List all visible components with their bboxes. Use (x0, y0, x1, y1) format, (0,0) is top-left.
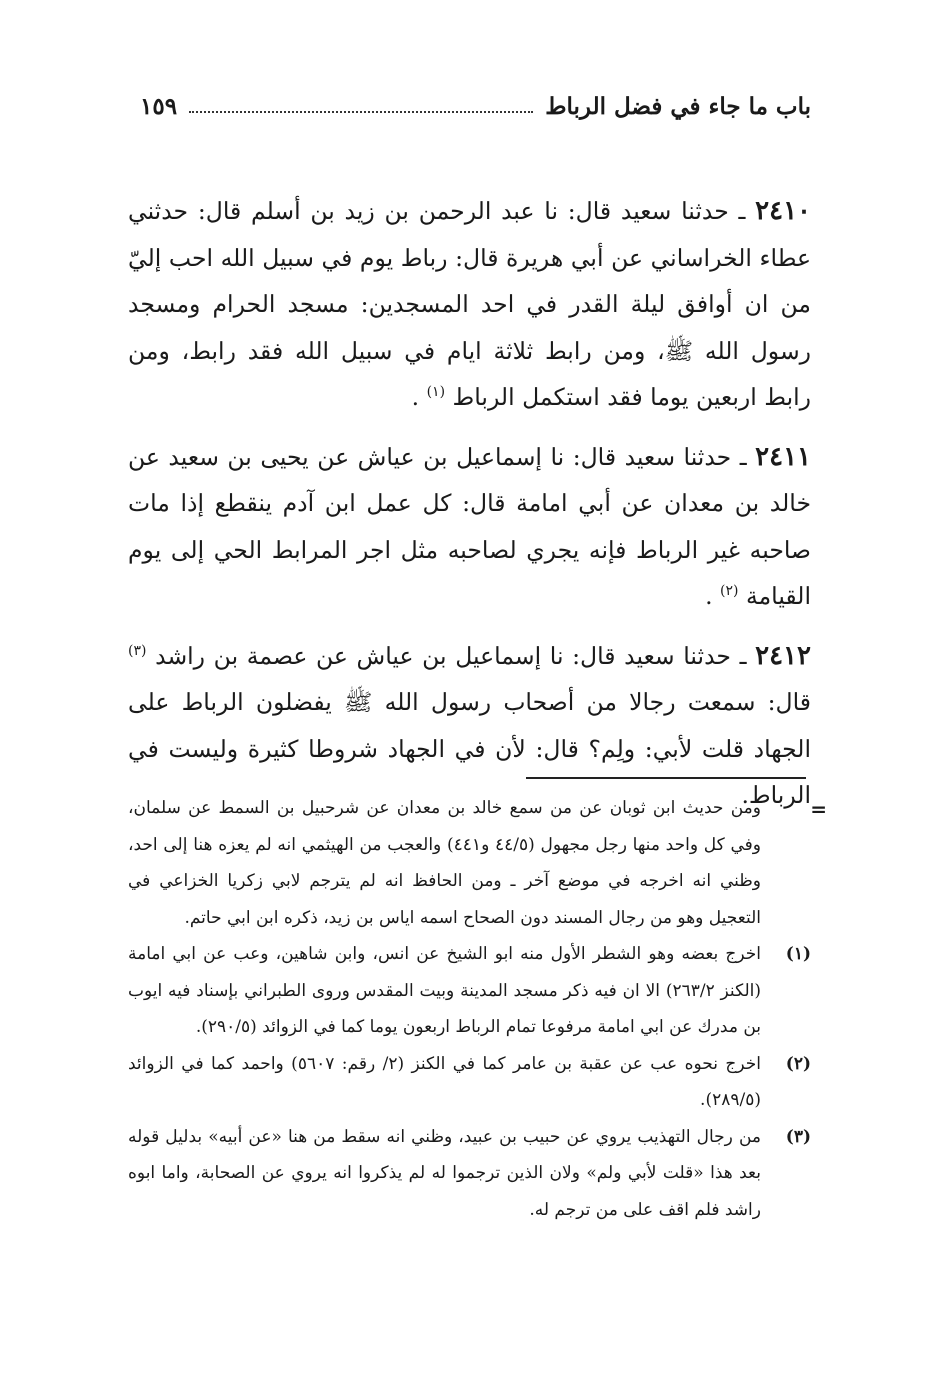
footnote-text: ومن حديث ابن ثوبان عن من سمع خالد بن معدان عن شرحبيل بن السمط عن سلمان، وفي كل واحد منها رجل مجهول (٤٤/٥ و٤٤١) والعجب من الهيثمي انه لم يعزه هنا إلى احد، وظني انه اخرجه في موضع آخر ـ ومن الحافظ انه لم يترجم لابي زكريا الخزاعي في التعجيل وهو من رجال المسند دون الصحاح اسمه اياس بن زيد، ذكره ابن ابي حاتم. (128, 798, 761, 928)
footnote-text: من رجال التهذيب يروي عن حبيب بن عبيد، وظني انه سقط من هنا «عن أبيه» بدليل قوله بعد هذا «قلت لأبي ولم» ولان الذين ترجموا له لم يذكروا انه يروي عن الصحابة، واما ابوه راشد فلم اقف على من ترجم له. (128, 1126, 761, 1220)
footnote-ref: (١) (426, 384, 446, 401)
footnote-separator (526, 777, 806, 779)
footnote-text: اخرج نحوه عب عن عقبة بن عامر كما في الكنز (٢/ رقم: ٥٦٠٧) واحمد كما في الزوائد (٢٨٩/٥). (128, 1053, 761, 1110)
chapter-title: باب ما جاء في فضل الرباط (545, 92, 811, 120)
hadith-text-cont: قال: سمعت رجالا من أصحاب رسول الله ﷺ يفضلون الرباط على الجهاد قلت لأبي: ولِم؟ قال: لأن في الجهاد شروطا كثيرة وليست في الرباط. (128, 688, 811, 809)
footnote-ref: (٢) (720, 583, 739, 600)
footnote-ref: (٣) (128, 642, 147, 659)
page-number: ١٥٩ (140, 92, 178, 120)
footnote-mark: (٣) (785, 1126, 811, 1147)
footnotes (128, 790, 811, 1228)
footnote-2 (128, 1046, 811, 1119)
hadith-text: ـ حدثنا سعيد قال: نا عبد الرحمن بن زيد بن أسلم قال: حدثني عطاء الخراساني عن أبي هريرة قال: رباط يوم في سبيل الله احب إليّ من ان أوافق ليلة القدر في احد المسجدين: مسجد الحرام ومسجد رسول الله ﷺ، ومن رابط ثلاثة ايام في سبيل الله فقد رابط، ومن رابط اربعين يوما فقد استكمل الرباط (128, 197, 811, 411)
hadith-end: . (411, 383, 420, 411)
main-text (128, 188, 811, 832)
footnote-continuation (128, 790, 811, 936)
hadith-2410 (128, 188, 811, 421)
continuation-mark: = (810, 797, 827, 821)
footnote-mark: (١) (785, 944, 811, 964)
hadith-text: ـ حدثنا سعيد قال: نا إسماعيل بن عياش عن يحيى بن سعيد عن خالد بن معدان عن أبي امامة قال: كل عمل ابن آدم ينقطع إذا مات صاحبه غير الرباط فإنه يجري لصاحبه مثل اجر المرابط الحي إلى يوم القيامة (128, 442, 811, 610)
hadith-text: ـ حدثنا سعيد قال: نا إسماعيل بن عياش عن عصمة بن راشد (155, 641, 747, 670)
hadith-number: ٢٤١٢ (755, 640, 811, 671)
hadith-end: . (705, 582, 713, 610)
footnote-3 (128, 1119, 811, 1229)
footnote-text: اخرج بعضه وهو الشطر الأول منه ابو الشيخ عن انس، وابن شاهين، وعب عن ابي امامة (الكنز ٢٦٣/٢) الا ان فيه ذكر مسجد المدينة وبيت المقدس وروى الطبراني بإسناد فيه ايوب بن مدرك عن ابي امامة مرفوعا تمام الرباط اربعون يوما كما في الزوائد (٢٩٠/٥). (128, 944, 761, 1037)
footnote-1 (128, 936, 811, 1046)
running-head (140, 88, 811, 124)
footnote-mark: (٢) (785, 1053, 811, 1074)
hadith-number: ٢٤١٠ (755, 196, 811, 226)
hadith-2411 (128, 434, 811, 620)
leader-dots (189, 111, 533, 113)
footnote-mark-blank (761, 790, 811, 936)
hadith-number: ٢٤١١ (755, 441, 811, 472)
